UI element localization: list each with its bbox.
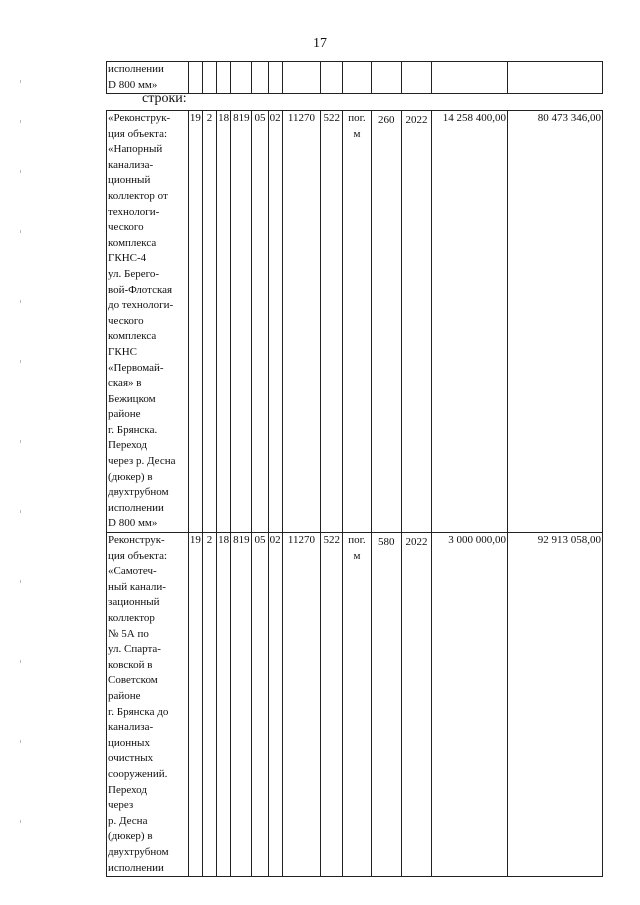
table-row — [107, 111, 603, 533]
code-cell: 19 — [188, 533, 202, 877]
code-cell: 522 — [321, 533, 343, 877]
continuation-table — [106, 61, 603, 94]
quantity-cell: 580 — [371, 533, 401, 877]
continuation-row — [107, 62, 603, 94]
code-cell: 02 — [268, 111, 282, 533]
code-cell: 11270 — [282, 533, 320, 877]
budget-table — [106, 110, 603, 877]
unit-cell: пог. м — [343, 111, 371, 533]
code-cell: 2 — [202, 111, 216, 533]
table-row — [107, 533, 603, 877]
code-cell: 522 — [321, 111, 343, 533]
code-cell: 2 — [202, 533, 216, 877]
code-cell: 11270 — [282, 111, 320, 533]
code-cell: 18 — [217, 111, 231, 533]
description-cell: «Реконструк- ция объекта: «Напорный канализа- ционный коллектор от технологи- ческого комплекса ГКНС-4 ул. Берего- вой-Флотская до технологи- ческого комплекса ГКНС «Первомай- ская» в Бежицком районе г. Брянска. Переход через р. Десна (дюкер) в двухтрубном исполнении D 800 мм» — [107, 111, 189, 533]
amount-cell: 3 000 000,00 — [432, 533, 508, 877]
code-cell: 05 — [252, 533, 268, 877]
year-cell: 2022 — [401, 111, 431, 533]
description-cell: Реконструк- ция объекта: «Самотеч- ный канали- зационный коллектор № 5А по ул. Спарта- ковской в Советском районе г. Брянска до канализа- ционных очистных сооружений. Переход через р. Десна (дюкер) в двухтрубном исполнении — [107, 533, 189, 877]
quantity-cell: 260 — [371, 111, 401, 533]
code-cell: 19 — [188, 111, 202, 533]
code-cell: 819 — [231, 111, 252, 533]
total-cell: 80 473 346,00 — [507, 111, 602, 533]
code-cell: 05 — [252, 111, 268, 533]
code-cell: 18 — [217, 533, 231, 877]
margin-marks — [12, 60, 32, 860]
amount-cell: 14 258 400,00 — [432, 111, 508, 533]
code-cell: 02 — [268, 533, 282, 877]
year-cell: 2022 — [401, 533, 431, 877]
section-label: строки: — [142, 91, 187, 106]
page-number: 17 — [313, 36, 327, 51]
total-cell: 92 913 058,00 — [507, 533, 602, 877]
code-cell: 819 — [231, 533, 252, 877]
description-cell: исполнении D 800 мм» — [107, 62, 189, 94]
unit-cell: пог. м — [343, 533, 371, 877]
